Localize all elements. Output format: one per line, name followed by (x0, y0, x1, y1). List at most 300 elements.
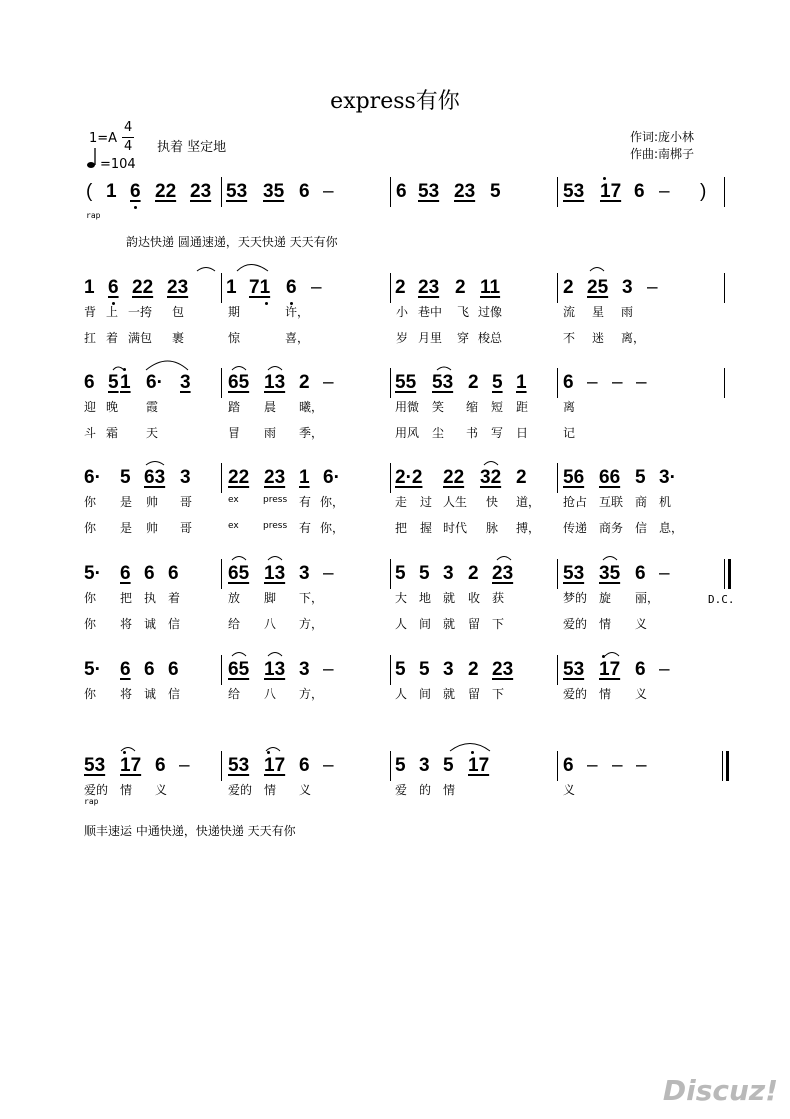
dash: – (636, 372, 647, 393)
lyric: 过像 (478, 305, 503, 319)
note: 6 (168, 659, 179, 680)
note: 1 (106, 181, 117, 202)
lyric: 传递 (563, 521, 588, 535)
lyric: 间 (419, 617, 432, 631)
lyric: 雨 (621, 305, 634, 319)
end-bar-line (728, 559, 731, 589)
note: 22 (132, 277, 154, 298)
note: 5 (635, 467, 646, 488)
final-bar-line (726, 751, 729, 781)
note: 5 (419, 659, 430, 680)
lyric: 星 (592, 305, 605, 319)
note: 53 (563, 563, 585, 584)
lyric: 岁 (396, 331, 409, 345)
close-paren: ) (700, 181, 707, 202)
lyric: 给 (228, 687, 241, 701)
da-capo-marking: D.C. (708, 593, 735, 606)
bar-line (390, 751, 391, 781)
note: 53 (418, 181, 440, 202)
high-octave-dot (123, 751, 126, 754)
note: 53 (228, 755, 250, 776)
note: 2 (516, 467, 527, 488)
lyric: 情 (599, 687, 612, 701)
note: 23 (492, 659, 514, 680)
lyric: 义 (635, 687, 648, 701)
rap-lyrics-1: 韵达快递 圆通速递，天天快递 天天有你 (126, 235, 338, 249)
lyric: 晨 (264, 400, 277, 414)
note: 6 (396, 181, 407, 202)
note: 5 (490, 181, 501, 202)
note: 25 (587, 277, 609, 298)
lyric: 你 (84, 521, 97, 535)
lyric: 霞 (146, 400, 159, 414)
low-octave-dot (265, 302, 268, 305)
note: 17 (120, 755, 142, 776)
staff-row-5 (0, 563, 790, 643)
note: 17 (600, 181, 622, 202)
note: 13 (264, 659, 286, 680)
note: 2·2 (395, 467, 423, 488)
low-octave-dot (134, 206, 137, 209)
note: 5· (84, 659, 101, 680)
lyric: 情 (120, 783, 133, 797)
lyric: 一挎 (128, 305, 153, 319)
lyric: 巷中 (418, 305, 443, 319)
lyric: 脚 (264, 591, 277, 605)
lyric: 下， (299, 591, 324, 605)
note: 5 (492, 372, 503, 393)
dash: – (323, 563, 334, 584)
lyric: 诚 (144, 687, 157, 701)
lyric: 着 (106, 331, 119, 345)
lyric: 着 (168, 591, 181, 605)
lyric: 互联 (599, 495, 624, 509)
bar-line (390, 655, 391, 685)
lyric: 有 (299, 495, 312, 509)
key-signature: 1=A (89, 131, 118, 146)
lyric: 离 (563, 400, 576, 414)
rap-label: rap (84, 797, 99, 806)
lyric: 小 (396, 305, 409, 319)
lyric: 情 (443, 783, 456, 797)
staff-row-6 (0, 659, 790, 709)
lyric: 就 (443, 591, 456, 605)
lyric: 霜 (106, 426, 119, 440)
note: 6 (130, 181, 141, 202)
lyric: 情 (599, 617, 612, 631)
bar-line (722, 751, 723, 781)
note: 3 (299, 659, 310, 680)
bar-line (390, 273, 391, 303)
lyric: 机 (659, 495, 672, 509)
note: 5 (443, 755, 454, 776)
composer-credit: 作曲:南梆子 (630, 147, 695, 161)
note: 6 (84, 372, 95, 393)
note: 6· (84, 467, 101, 488)
note: 2 (395, 277, 406, 298)
lyric: 握 (420, 521, 433, 535)
lyric: 脉 (486, 521, 499, 535)
lyric: 曦， (299, 400, 324, 414)
note: 35 (263, 181, 285, 202)
bar-line (221, 751, 222, 781)
note: 53 (432, 372, 454, 393)
lyric: 书 (466, 426, 479, 440)
lyric: 人 (395, 617, 408, 631)
high-octave-dot (123, 368, 126, 371)
tempo-marking: =104 (100, 157, 136, 172)
lyric: 裹 (172, 331, 185, 345)
note: 23 (190, 181, 212, 202)
note: 1 (516, 372, 527, 393)
lyric: 放 (228, 591, 241, 605)
lyric: 抢占 (563, 495, 588, 509)
bar-line (221, 559, 222, 589)
lyric: 扛 (84, 331, 97, 345)
expression-marking: 执着 坚定地 (157, 140, 227, 155)
lyric: 的 (419, 783, 432, 797)
note: 1 (226, 277, 237, 298)
lyric: 包 (172, 305, 185, 319)
lyric: 旋 (599, 591, 612, 605)
bar-line (221, 463, 222, 493)
note: 5 (395, 755, 406, 776)
note: 17 (468, 755, 490, 776)
note: 5· (84, 563, 101, 584)
lyric: 大 (395, 591, 408, 605)
lyric: 流 (563, 305, 576, 319)
lyric: 时代 (443, 521, 468, 535)
lyric: ex (228, 495, 239, 505)
high-octave-dot (471, 751, 474, 754)
lyric: 哥 (180, 495, 193, 509)
lyric: 过 (420, 495, 433, 509)
lyric: press (263, 495, 288, 505)
lyric: 道， (516, 495, 541, 509)
lyric: 背 (84, 305, 97, 319)
lyric: 惊 (228, 331, 241, 345)
lyric: 将 (120, 687, 133, 701)
lyric: 爱 (395, 783, 408, 797)
note: 53 (84, 755, 106, 776)
lyric: 收 (468, 591, 481, 605)
lyric: 迎 (84, 400, 97, 414)
lyric: 帅 (146, 495, 159, 509)
note: 1 (84, 277, 95, 298)
lyric: 执 (144, 591, 157, 605)
bar-line (724, 177, 725, 207)
note: 56 (563, 467, 585, 488)
note: 13 (264, 372, 286, 393)
lyric: 给 (228, 617, 241, 631)
lyric: 方， (299, 617, 324, 631)
lyric: 下 (492, 617, 505, 631)
lyric: 商 (635, 495, 648, 509)
note: 1 (299, 467, 310, 488)
lyric: 期 (228, 305, 241, 319)
bar-line (557, 655, 558, 685)
note: 23 (264, 467, 286, 488)
note: 23 (418, 277, 440, 298)
note: 6 (563, 755, 574, 776)
note: 63 (144, 467, 166, 488)
note: 65 (228, 372, 250, 393)
note: 22 (228, 467, 250, 488)
lyric: 穿 (457, 331, 470, 345)
note: 6 (299, 181, 310, 202)
lyric: 满包 (128, 331, 153, 345)
note: 55 (395, 372, 417, 393)
high-octave-dot (267, 751, 270, 754)
lyric: 笑 (432, 400, 445, 414)
lyric: 留 (468, 617, 481, 631)
lyric: 诚 (144, 617, 157, 631)
lyric: 间 (419, 687, 432, 701)
dash: – (647, 277, 658, 298)
lyric: 人生 (443, 495, 468, 509)
high-octave-dot (602, 655, 605, 658)
lyric: 丽， (635, 591, 660, 605)
note: 71 (249, 277, 271, 298)
note: 65 (228, 659, 250, 680)
bar-line (557, 463, 558, 493)
note: 2 (455, 277, 466, 298)
dash: – (636, 755, 647, 776)
lyric: 天 (146, 426, 159, 440)
lyric: 信 (635, 521, 648, 535)
rap-label: rap (86, 211, 101, 220)
song-title: express有你 (330, 89, 460, 114)
staff-row-3 (0, 372, 790, 452)
lyric: 你 (84, 687, 97, 701)
dash: – (323, 181, 334, 202)
note: 6· (146, 372, 163, 393)
rap-lyrics-2: 顺丰速运 中通快递，快递快递 天天有你 (84, 824, 296, 838)
bar-line (557, 559, 558, 589)
note: 35 (599, 563, 621, 584)
dash: – (323, 755, 334, 776)
lyric: 下 (492, 687, 505, 701)
lyric: 爱的 (84, 783, 109, 797)
lyric: 你， (320, 521, 345, 535)
lyric: 梦的 (563, 591, 588, 605)
lyric: 用微 (395, 400, 420, 414)
lyric: 你 (84, 591, 97, 605)
lyric: 斗 (84, 426, 97, 440)
lyric: 地 (419, 591, 432, 605)
lyric: 获 (492, 591, 505, 605)
note: 6 (144, 563, 155, 584)
bar-line (557, 751, 558, 781)
bar-line (221, 273, 222, 303)
bar-line (724, 368, 725, 398)
lyric: 息， (659, 521, 684, 535)
lyric: 踏 (228, 400, 241, 414)
lyric: 走 (395, 495, 408, 509)
bar-line (390, 463, 391, 493)
lyric: 帅 (146, 521, 159, 535)
lyric: 喜， (285, 331, 310, 345)
lyric: 信 (168, 617, 181, 631)
note: 23 (492, 563, 514, 584)
note: 53 (563, 181, 585, 202)
bar-line (390, 177, 391, 207)
dash: – (659, 181, 670, 202)
note: 6 (635, 563, 646, 584)
lyric: 你 (84, 617, 97, 631)
lyric: 将 (120, 617, 133, 631)
note: 6· (323, 467, 340, 488)
bar-line (724, 559, 725, 589)
staff-row-4 (0, 467, 790, 547)
lyric: 飞 (457, 305, 470, 319)
lyric: press (263, 521, 288, 531)
note: 6 (563, 372, 574, 393)
note: 5 (395, 563, 406, 584)
note: 6 (144, 659, 155, 680)
note: 3 (443, 563, 454, 584)
note: 5 (120, 467, 131, 488)
note: 32 (480, 467, 502, 488)
note: 22 (155, 181, 177, 202)
note: 17 (599, 659, 621, 680)
bar-line (724, 273, 725, 303)
lyric: 短 (491, 400, 504, 414)
note: 5 (108, 372, 119, 393)
lyric: 你 (84, 495, 97, 509)
note: 6 (120, 563, 131, 584)
note: 11 (480, 277, 501, 298)
lyric: 尘 (432, 426, 445, 440)
note: 6 (168, 563, 179, 584)
note: 23 (454, 181, 476, 202)
lyric: 季， (299, 426, 324, 440)
lyric: 就 (443, 687, 456, 701)
note: 5 (395, 659, 406, 680)
lyric: 八 (264, 687, 277, 701)
lyric: 把 (395, 521, 408, 535)
dash: – (659, 659, 670, 680)
lyric: 晚 (106, 400, 119, 414)
note: 5 (419, 563, 430, 584)
lyric: 冒 (228, 426, 241, 440)
note: 3· (659, 467, 676, 488)
note: 3 (180, 372, 191, 393)
lyric: 雨 (264, 426, 277, 440)
lyric: ex (228, 521, 239, 531)
note: 53 (226, 181, 248, 202)
dash: – (179, 755, 190, 776)
bar-line (557, 177, 558, 207)
note: 2 (468, 659, 479, 680)
note: 22 (443, 467, 465, 488)
bar-line (390, 368, 391, 398)
lyric: 你， (320, 495, 345, 509)
lyric: 快 (486, 495, 499, 509)
discuz-watermark: Discuz! (662, 1074, 778, 1107)
lyric: 离， (621, 331, 646, 345)
lyric: 梭总 (478, 331, 503, 345)
lyric: 就 (443, 617, 456, 631)
lyric: 爱的 (563, 687, 588, 701)
dash: – (612, 755, 623, 776)
note: 6 (634, 181, 645, 202)
open-paren: ( (86, 181, 93, 202)
time-signature-top: 4 (124, 120, 133, 135)
lyric: 情 (264, 783, 277, 797)
dash: – (311, 277, 322, 298)
bar-line (557, 273, 558, 303)
note: 2 (468, 563, 479, 584)
lyric: 信 (168, 687, 181, 701)
dash: – (323, 372, 334, 393)
note: 2 (563, 277, 574, 298)
lyric: 义 (155, 783, 168, 797)
note: 6 (155, 755, 166, 776)
dash: – (659, 563, 670, 584)
note: 3 (622, 277, 633, 298)
note: 3 (443, 659, 454, 680)
bar-line (221, 655, 222, 685)
bar-line (221, 368, 222, 398)
lyric: 上 (106, 305, 119, 319)
lyric: 记 (563, 426, 576, 440)
note: 6 (120, 659, 131, 680)
lyric: 商务 (599, 521, 624, 535)
staff-row-intro (0, 181, 790, 221)
lyric: 写 (491, 426, 504, 440)
note: 13 (264, 563, 286, 584)
note: 6 (299, 755, 310, 776)
note: 53 (563, 659, 585, 680)
lyric: 迷 (592, 331, 605, 345)
note: 1 (120, 372, 131, 393)
lyric: 爱的 (563, 617, 588, 631)
lyric: 留 (468, 687, 481, 701)
note: 2 (468, 372, 479, 393)
dash: – (612, 372, 623, 393)
staff-row-ending (0, 755, 790, 805)
note: 23 (167, 277, 189, 298)
note: 3 (419, 755, 430, 776)
note: 65 (228, 563, 250, 584)
lyric: 爱的 (228, 783, 253, 797)
lyric: 义 (299, 783, 312, 797)
lyric: 是 (120, 521, 133, 535)
note: 17 (264, 755, 286, 776)
lyric: 义 (635, 617, 648, 631)
note: 6 (108, 277, 119, 298)
note: 6 (635, 659, 646, 680)
lyric: 用风 (395, 426, 420, 440)
staff-row-2 (0, 277, 790, 357)
bar-line (221, 177, 222, 207)
lyric: 八 (264, 617, 277, 631)
lyric: 许， (285, 305, 310, 319)
bar-line (390, 559, 391, 589)
lyric: 不 (563, 331, 576, 345)
note: 66 (599, 467, 621, 488)
lyric: 人 (395, 687, 408, 701)
high-octave-dot (603, 177, 606, 180)
bar-line (557, 368, 558, 398)
lyricist-credit: 作词:庞小林 (630, 130, 695, 144)
lyric: 有 (299, 521, 312, 535)
lyric: 哥 (180, 521, 193, 535)
lyric: 把 (120, 591, 133, 605)
dash: – (587, 372, 598, 393)
lyric: 缩 (466, 400, 479, 414)
